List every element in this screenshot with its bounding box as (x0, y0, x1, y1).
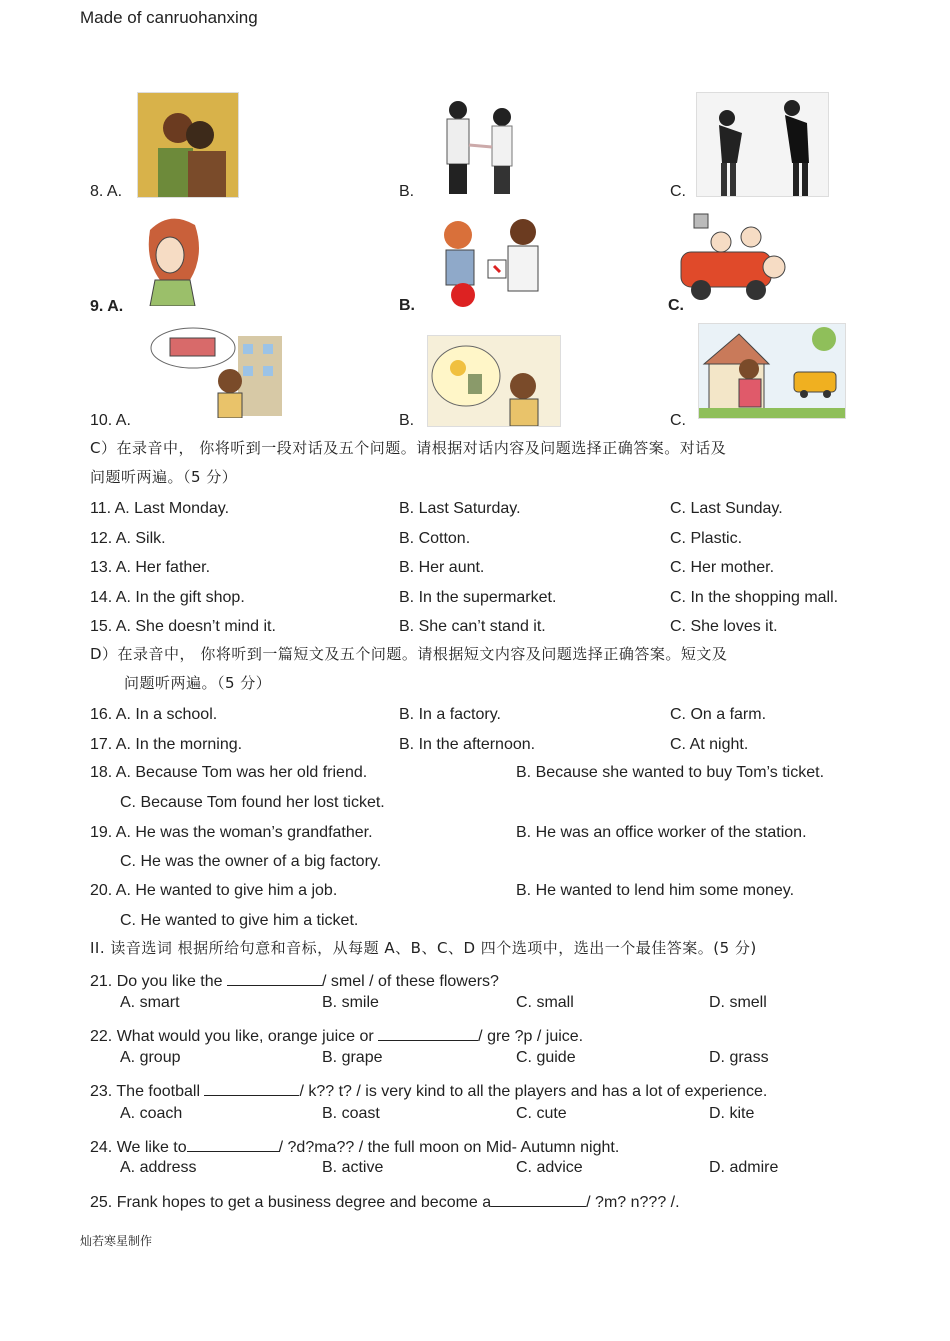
q18-c: C. Because Tom found her lost ticket. (120, 794, 385, 811)
q18-b: B. Because she wanted to buy Tom’s ticket. (516, 764, 825, 781)
q16-c: C. On a farm. (670, 706, 767, 723)
q17-b: B. In the afternoon. (399, 736, 536, 753)
q8-c-label: C. (670, 183, 686, 200)
q17-c: C. At night. (670, 736, 749, 753)
q14-c: C. In the shopping mall. (670, 589, 839, 606)
q11-c: C. Last Sunday. (670, 500, 783, 517)
q8-b-label: B. (399, 183, 415, 200)
q15-a: 15. A. She doesn’t mind it. (90, 618, 276, 635)
q19-c: C. He was the owner of a big factory. (120, 853, 382, 870)
q22-option-c: C. guide (516, 1049, 576, 1066)
q23-option-c: C. cute (516, 1105, 567, 1122)
section-d-instruction: D）在录音中， 你将听到一篇短文及五个问题。请根据短文内容及问题选择正确答案。短文及 (90, 645, 728, 663)
q9-b-image (428, 210, 554, 310)
q13-b: B. Her aunt. (399, 559, 485, 576)
q16-b: B. In a factory. (399, 706, 501, 723)
page-header: Made of canruohanxing (80, 8, 258, 27)
q23-blank[interactable] (204, 1081, 299, 1096)
q22-option-d: D. grass (709, 1049, 769, 1066)
q16-a: 16. A. In a school. (90, 706, 218, 723)
q18-a: 18. A. Because Tom was her old friend. (90, 764, 368, 781)
q19-a: 19. A. He was the woman’s grandfather. (90, 824, 373, 841)
q10-label: 10. A. (90, 412, 131, 429)
q14-a: 14. A. In the gift shop. (90, 589, 245, 606)
q9-a-image (140, 210, 208, 306)
q24-option-d: D. admire (709, 1159, 779, 1176)
q21-suffix: / smel / of these flowers? (321, 973, 499, 990)
q23-option-a: A. coach (120, 1105, 183, 1122)
q23-option-b: B. coast (322, 1105, 380, 1122)
q21-option-b: B. smile (322, 994, 379, 1011)
section-2-instruction: II. 读音选词 根据所给句意和音标，从每题 A、B、C、D 四个选项中，选出一个最佳答案。(5 分) (90, 939, 757, 957)
q25-suffix: / ?m? n??? /. (586, 1194, 680, 1211)
q10-a-image (148, 326, 284, 418)
q23-prefix: 23. The football (90, 1083, 201, 1100)
q21-stem (90, 971, 499, 991)
q15-b: B. She can’t stand it. (399, 618, 546, 635)
q21-option-d: D. smell (709, 994, 767, 1011)
q25-prefix: 25. Frank hopes to get a business degree and become a (90, 1194, 492, 1211)
q24-prefix: 24. We like to (90, 1139, 187, 1156)
q10-b-image (427, 335, 561, 427)
q8-a-image (137, 92, 239, 198)
section-d-instruction-2: 问题听两遍。（5 分） (124, 674, 272, 692)
q17-a: 17. A. In the morning. (90, 736, 243, 753)
q9-b-label: B. (399, 297, 415, 314)
q23-suffix: / k?? t? / is very kind to all the players and has a lot of experience. (299, 1083, 768, 1100)
q10-c-image (698, 323, 846, 419)
q23-stem (90, 1081, 767, 1101)
q10-b-label: B. (399, 412, 415, 429)
q22-prefix: 22. What would you like, orange juice or (90, 1028, 374, 1045)
q22-option-b: B. grape (322, 1049, 383, 1066)
q8-label: 8. A. (90, 183, 123, 200)
q13-c: C. Her mother. (670, 559, 775, 576)
q24-option-c: C. advice (516, 1159, 583, 1176)
q24-option-a: A. address (120, 1159, 197, 1176)
q10-c-label: C. (670, 412, 686, 429)
q21-option-c: C. small (516, 994, 574, 1011)
q9-c-image (676, 212, 788, 304)
section-c-instruction-2: 问题听两遍。（5 分） (90, 468, 238, 486)
q22-stem (90, 1026, 583, 1046)
q25-blank[interactable] (491, 1192, 586, 1207)
q12-c: C. Plastic. (670, 530, 743, 547)
q22-blank[interactable] (378, 1026, 478, 1041)
q23-option-d: D. kite (709, 1105, 755, 1122)
q9-c-label: C. (668, 297, 684, 314)
q25-stem (90, 1192, 680, 1212)
q19-b: B. He was an office worker of the station. (516, 824, 807, 841)
q20-c: C. He wanted to give him a ticket. (120, 912, 359, 929)
q13-a: 13. A. Her father. (90, 559, 211, 576)
q8-c-image (696, 92, 829, 197)
q9-label: 9. A. (90, 298, 124, 315)
q20-a: 20. A. He wanted to give him a job. (90, 882, 338, 899)
q24-suffix: / ?d?ma?? / the full moon on Mid- Autumn night. (278, 1139, 620, 1156)
q24-option-b: B. active (322, 1159, 384, 1176)
q11-a: 11. A. Last Monday. (90, 500, 230, 517)
q8-b-image (430, 95, 530, 195)
q11-b: B. Last Saturday. (399, 500, 521, 517)
q22-option-a: A. group (120, 1049, 181, 1066)
q22-suffix: / gre ?p / juice. (478, 1028, 584, 1045)
q24-blank[interactable] (187, 1137, 279, 1152)
q21-blank[interactable] (227, 971, 322, 986)
page-footer: 灿若寒星制作 (80, 1234, 153, 1248)
q12-b: B. Cotton. (399, 530, 471, 547)
q21-prefix: 21. Do you like the (90, 973, 223, 990)
q21-option-a: A. smart (120, 994, 180, 1011)
q15-c: C. She loves it. (670, 618, 778, 635)
q20-b: B. He wanted to lend him some money. (516, 882, 795, 899)
q24-stem (90, 1137, 619, 1157)
q14-b: B. In the supermarket. (399, 589, 557, 606)
section-c-instruction: C）在录音中， 你将听到一段对话及五个问题。请根据对话内容及问题选择正确答案。对话及 (90, 439, 727, 457)
q12-a: 12. A. Silk. (90, 530, 166, 547)
